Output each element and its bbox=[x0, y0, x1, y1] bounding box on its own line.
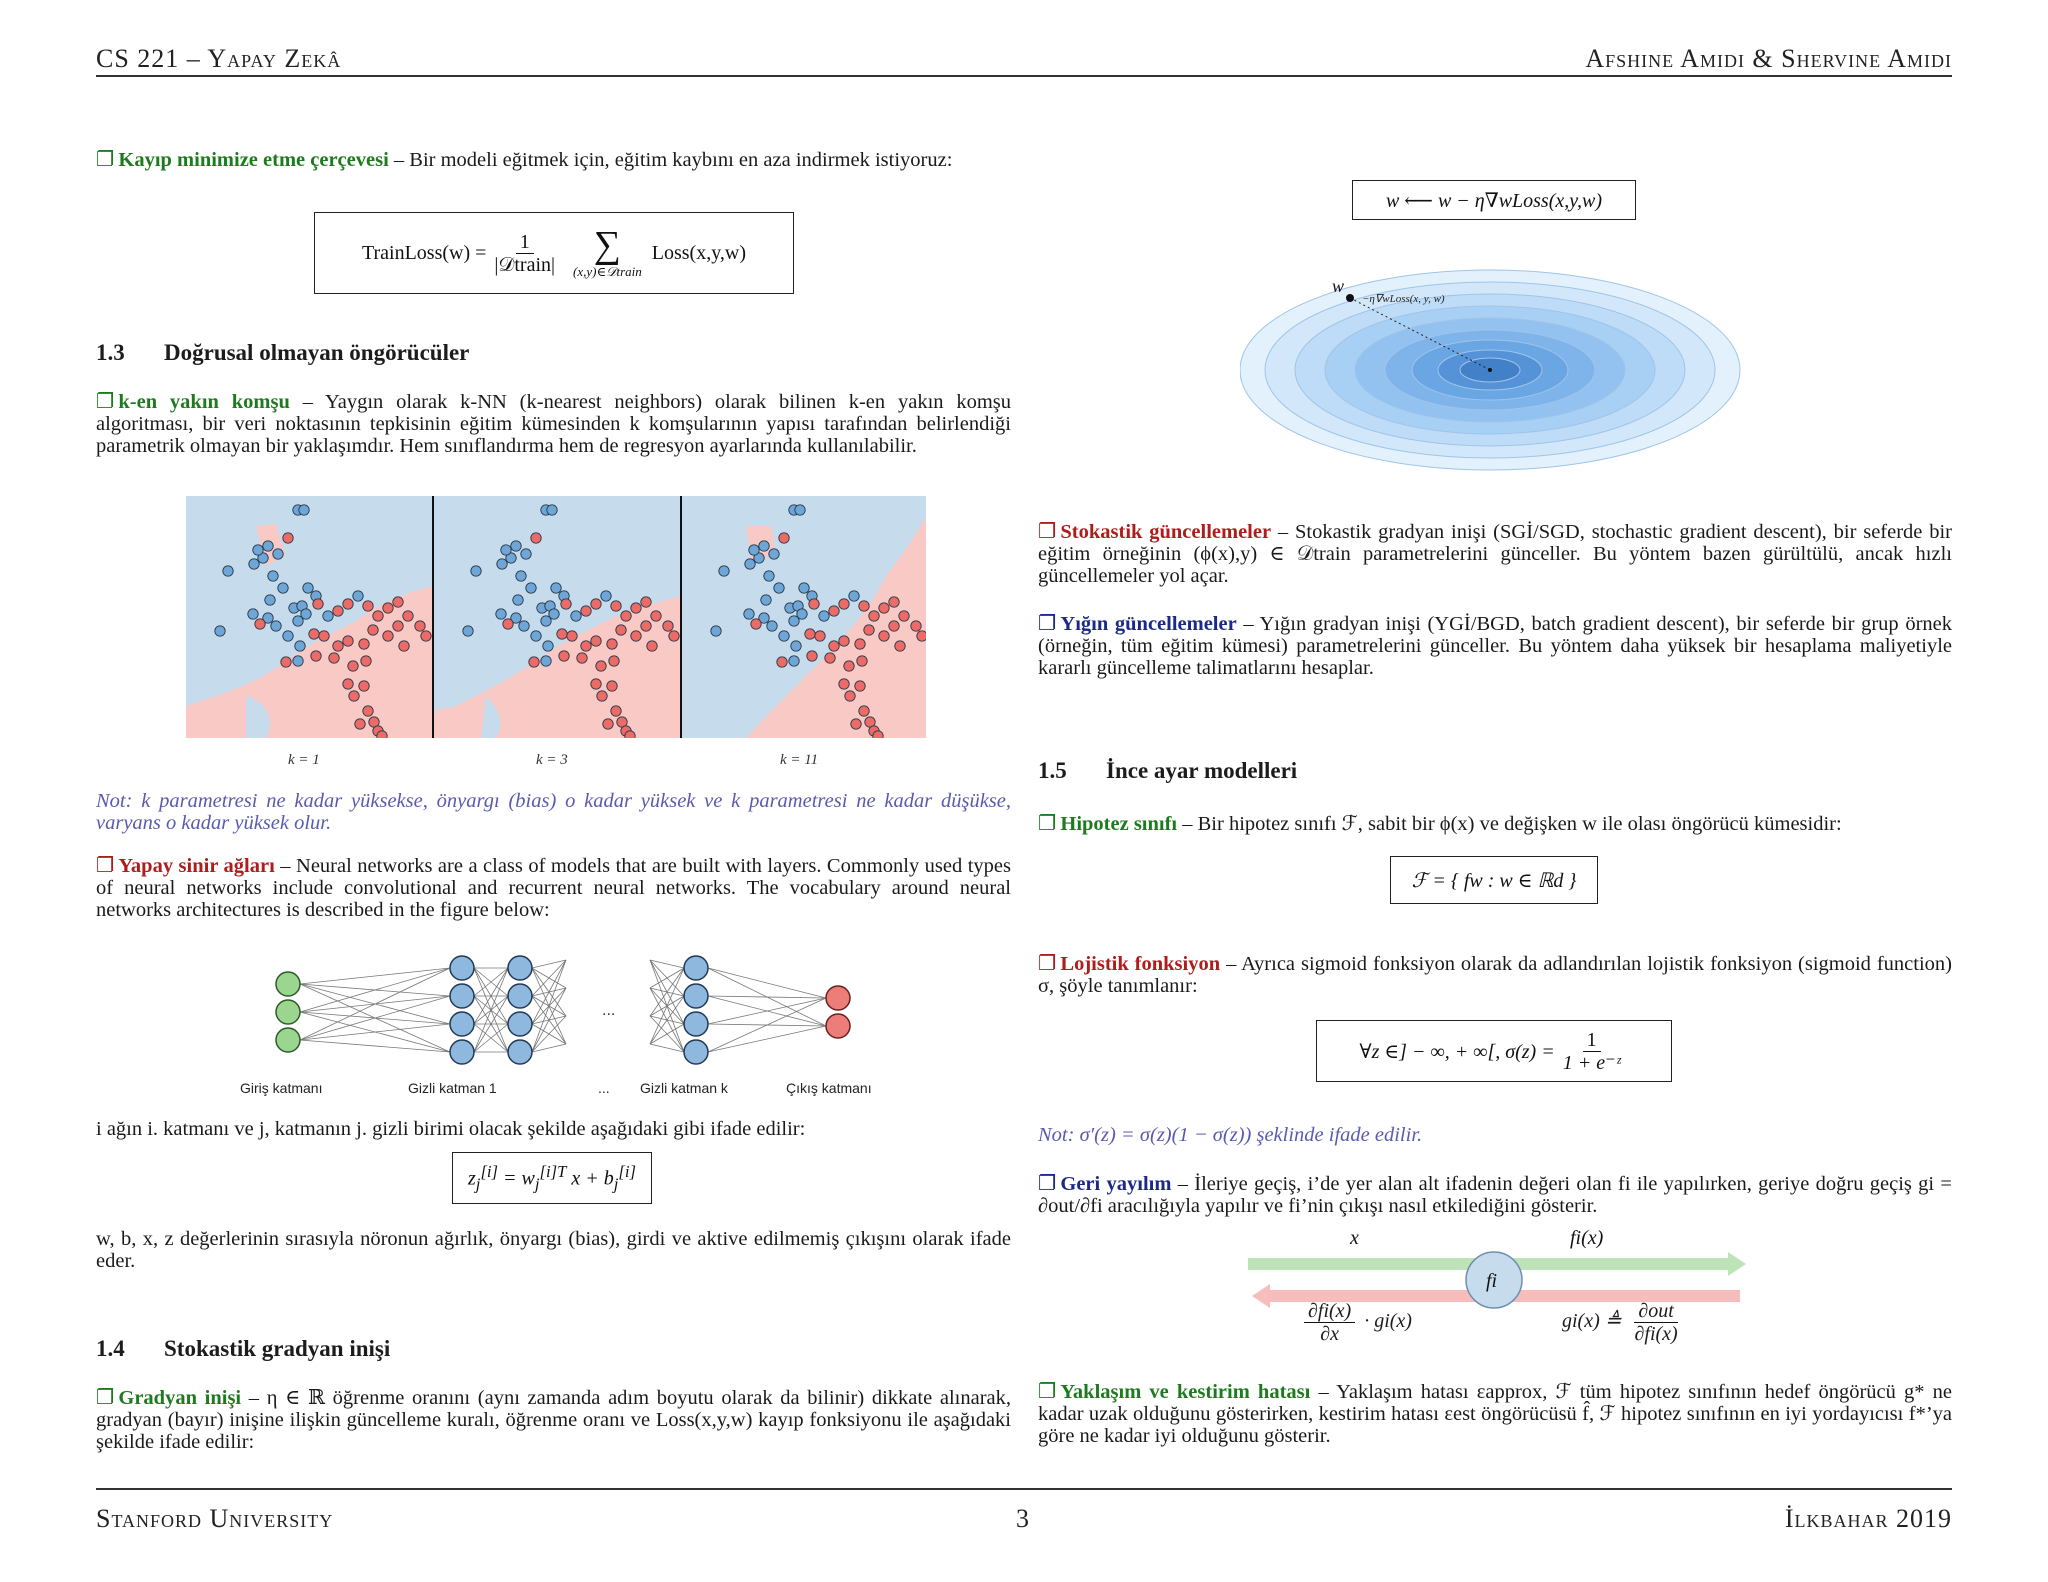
err-paragraph: ❐ Yaklaşım ve kestirim hatası – Yaklaşım hatası εapprox, ℱ tüm hipotez sınıfının hedef öngörücü g* ne kadar uzak olduğunu gösterirken, kestirim hatası εest öngörücüsü f̂, ℱ hipotez sınıfının en iyi yordayıcısı f*’ya göre ne kadar iyi olduğunu gösterir. bbox=[1038, 1379, 1953, 1447]
bp-right-lhs: gi(x) ≜ bbox=[1562, 1310, 1622, 1333]
knn-point bbox=[647, 641, 657, 651]
bp-x-label: x bbox=[1350, 1227, 1359, 1249]
nn-edge bbox=[650, 960, 684, 996]
knn-point bbox=[278, 583, 288, 593]
knn-point bbox=[825, 653, 835, 663]
knn-point bbox=[889, 621, 899, 631]
knn-point bbox=[293, 656, 303, 666]
nn-figure bbox=[260, 940, 900, 1080]
knn-point bbox=[363, 601, 373, 611]
knn-point bbox=[641, 597, 651, 607]
knn-point bbox=[745, 559, 755, 569]
knn-point bbox=[829, 641, 839, 651]
forward-arrowhead bbox=[1728, 1252, 1746, 1276]
knn-point bbox=[343, 679, 353, 689]
knn-point bbox=[749, 545, 759, 555]
knn-point bbox=[616, 625, 626, 635]
knn-point bbox=[343, 599, 353, 609]
sigmoid-num: 1 bbox=[1583, 1029, 1601, 1052]
nn-edge bbox=[708, 998, 826, 1024]
knn-point bbox=[829, 606, 839, 616]
knn-point bbox=[471, 566, 481, 576]
knn-point bbox=[265, 595, 275, 605]
knn-point bbox=[519, 621, 529, 631]
bp-right-formula bbox=[1562, 1300, 1686, 1345]
sigmoid-formula bbox=[1316, 1020, 1672, 1082]
knn-point bbox=[521, 549, 531, 559]
knn-point bbox=[343, 636, 353, 646]
knn-title: k-en yakın komşu bbox=[118, 391, 290, 413]
knn-point bbox=[529, 657, 539, 667]
nn-label-dots: ... bbox=[598, 1080, 610, 1096]
nn-node bbox=[276, 1028, 300, 1052]
trainloss-lhs: TrainLoss(w) = bbox=[361, 241, 487, 264]
gd-text: – η ∈ ℝ öğrenme oranını (aynı zamanda adım boyutu olarak da bilinir) dikkate alınarak, gradyan (bayır) inişine ilişkin güncelleme kuralı, öğrenme oranı ve Loss(x,y,w) kayıp fonksiyonu ile aşağıdaki şekilde ifade edilir: bbox=[96, 1387, 1011, 1453]
trainloss-den: |𝒟train| bbox=[494, 253, 556, 276]
footer-left: Stanford University bbox=[96, 1504, 334, 1533]
knn-point bbox=[751, 619, 761, 629]
nn-label-hiddenk: Gizli katman k bbox=[640, 1080, 728, 1096]
knn-point bbox=[669, 631, 679, 641]
knn-point bbox=[248, 609, 258, 619]
knn-point bbox=[597, 691, 607, 701]
nn-node bbox=[450, 1012, 474, 1036]
knn-point bbox=[526, 583, 536, 593]
bp-left-den: ∂x bbox=[1320, 1323, 1339, 1345]
knn-point bbox=[917, 631, 926, 641]
hyp-formula-text: ℱ = { fw : w ∈ ℝd } bbox=[1411, 869, 1577, 892]
hyp-text: – Bir hipotez sınıfı ℱ, sabit bir ϕ(x) ve değişken w ile olası öngörücü kümesidir: bbox=[1182, 813, 1842, 835]
nn-formula: $z_j[i] = w_j^{[i]T}$ $x + b_j[i]$ bbox=[452, 1152, 652, 1204]
hyp-formula bbox=[1390, 856, 1598, 904]
knn-figure bbox=[186, 496, 926, 738]
knn-point bbox=[399, 641, 409, 651]
contour-figure bbox=[1240, 268, 1750, 488]
err-title: Yaklaşım ve kestirim hatası bbox=[1060, 1381, 1311, 1403]
nn-node bbox=[450, 956, 474, 980]
nn-node bbox=[508, 1040, 532, 1064]
knn-point bbox=[791, 641, 801, 651]
knn-point bbox=[651, 611, 661, 621]
trainloss-rhs: Loss(x,y,w) bbox=[651, 241, 747, 264]
bp-left-formula bbox=[1300, 1300, 1412, 1345]
knn-point bbox=[789, 656, 799, 666]
knn-point bbox=[549, 609, 559, 619]
loss-paragraph: ❐ Kayıp minimize etme çerçevesi – Bir modeli eğitmek için, eğitim kaybını en aza indirmek istiyoruz: bbox=[96, 147, 953, 171]
knn-point bbox=[591, 599, 601, 609]
knn-point bbox=[889, 597, 899, 607]
err-text: – Yaklaşım hatası εapprox, ℱ tüm hipotez sınıfının hedef öngörücü g* ne kadar uzak olduğunu gösterirken, kestirim hatası εest öngörücüsü f̂, ℱ hipotez sınıfının en iyi yordayıcısı f*’ya göre ne kadar iyi olduğunu gösterir. bbox=[1038, 1381, 1953, 1447]
footer-rule bbox=[96, 1488, 1952, 1490]
section-title: İnce ayar modelleri bbox=[1106, 758, 1298, 783]
nn-edge bbox=[300, 968, 450, 1040]
knn-point bbox=[641, 621, 651, 631]
knn-point bbox=[303, 583, 313, 593]
trainloss-formula bbox=[314, 212, 794, 294]
knn-point bbox=[567, 631, 577, 641]
sgd-paragraph: ❐ Stokastik güncellemeler – Stokastik gradyan inişi (SGİ/SGD, stochastic gradient descent), bir seferde bir eğitim örneğinin (ϕ(x),y) ∈ 𝒟train parametrelerini günceller. Bu yöntem bazen gürültülü, ancak hızlı güncellemeler yol açar. bbox=[1038, 519, 1953, 587]
knn-point bbox=[851, 719, 861, 729]
bp-left-mul: · gi(x) bbox=[1364, 1310, 1412, 1333]
knn-point bbox=[516, 571, 526, 581]
footer-right: İlkbahar 2019 bbox=[1784, 1504, 1952, 1533]
knn-point bbox=[309, 629, 319, 639]
knn-point bbox=[531, 533, 541, 543]
knn-point bbox=[557, 629, 567, 639]
sum-symbol: ∑ bbox=[593, 224, 621, 266]
sigmoid-lhs: ∀z ∈] − ∞, + ∞[, σ(z) = bbox=[1359, 1040, 1555, 1063]
bp-left-num: ∂fi(x) bbox=[1304, 1300, 1355, 1323]
knn-point bbox=[223, 566, 233, 576]
knn-point bbox=[625, 731, 635, 738]
bp-paragraph: ❐ Geri yayılım – İleriye geçiş, i’de yer alan alt ifadenin değeri olan fi ile yapılırken, geriye doğru geçiş gi = ∂out/∂fi aracılığıyla yapılır ve fi’nin çıkışı nasıl etkilediğini gösterir. bbox=[1038, 1171, 1952, 1217]
knn-point bbox=[577, 653, 587, 663]
gd-title: Gradyan inişi bbox=[118, 1387, 242, 1409]
bp-text: – İleriye geçiş, i’de yer alan alt ifadenin değeri olan fi ile yapılırken, geriye doğru geçiş gi = ∂out/∂fi aracılığıyla yapılır ve fi’nin çıkışı nasıl etkilediğini gösterir. bbox=[1038, 1173, 1952, 1217]
nn-edge bbox=[532, 1016, 566, 1052]
knn-point bbox=[611, 601, 621, 611]
knn-point bbox=[631, 631, 641, 641]
knn-point bbox=[383, 603, 393, 613]
section-1-4 bbox=[96, 1336, 390, 1362]
log-paragraph: ❐ Lojistik fonksiyon – Ayrıca sigmoid fonksiyon olarak da adlandırılan lojistik fonksiyon (sigmoid function) σ, şöyle tanımlanır: bbox=[1038, 951, 1952, 997]
knn-point bbox=[839, 599, 849, 609]
knn-point bbox=[393, 597, 403, 607]
knn-point bbox=[663, 621, 673, 631]
knn-point bbox=[511, 541, 521, 551]
knn-text: – Yaygın olarak k-NN (k-nearest neighbors) olarak bilinen k-en yakın komşu algoritması, bir veri noktasının tepkisinin eğitim kümesinden k komşularının yapısı tarafından belirlendiği parametrik olmayan bir yaklaşımdır. Hem sınıflandırma hem de regresyon ayarlarında kullanılabilir. bbox=[96, 391, 1012, 457]
nn-node bbox=[826, 1014, 850, 1038]
knn-point bbox=[844, 661, 854, 671]
knn-point bbox=[607, 639, 617, 649]
knn-point bbox=[403, 611, 413, 621]
knn-point bbox=[777, 657, 787, 667]
knn-point bbox=[355, 719, 365, 729]
knn-point bbox=[513, 595, 523, 605]
knn-point bbox=[263, 541, 273, 551]
nn-label-hidden1: Gizli katman 1 bbox=[408, 1080, 497, 1096]
knn-point bbox=[797, 609, 807, 619]
knn-point bbox=[581, 641, 591, 651]
start-point bbox=[1346, 294, 1354, 302]
knn-point bbox=[744, 609, 754, 619]
knn-point bbox=[873, 731, 883, 738]
bp-fx-label: fi(x) bbox=[1570, 1227, 1604, 1249]
knn-point bbox=[839, 636, 849, 646]
contour-grad-label: −η∇wLoss(x, y, w) bbox=[1362, 293, 1445, 305]
knn-point bbox=[543, 641, 553, 651]
knn-point bbox=[857, 656, 867, 666]
knn-point bbox=[283, 533, 293, 543]
nn-title: Yapay sinir ağları bbox=[118, 855, 275, 877]
knn-point bbox=[301, 609, 311, 619]
knn-point bbox=[531, 631, 541, 641]
nn-node bbox=[684, 984, 708, 1008]
knn-point bbox=[571, 611, 581, 621]
knn-point bbox=[311, 651, 321, 661]
knn-point bbox=[359, 681, 369, 691]
nn-edge bbox=[532, 988, 566, 1052]
log-text: – Ayrıca sigmoid fonksiyon olarak da adlandırılan lojistik fonksiyon (sigmoid function) σ, şöyle tanımlanır: bbox=[1038, 953, 1952, 997]
sgd-title: Stokastik güncellemeler bbox=[1060, 521, 1272, 543]
nn-node bbox=[450, 984, 474, 1008]
nn-node bbox=[276, 1000, 300, 1024]
knn-point bbox=[249, 559, 259, 569]
nn-label-input: Giriş katmanı bbox=[240, 1080, 323, 1096]
nn-edge bbox=[650, 1016, 684, 1052]
knn-point bbox=[779, 533, 789, 543]
nn-edge bbox=[708, 998, 826, 1052]
knn-point bbox=[496, 609, 506, 619]
knn-point bbox=[383, 631, 393, 641]
nn-edge bbox=[650, 1044, 684, 1052]
nn-edge bbox=[708, 996, 826, 998]
knn-point bbox=[361, 656, 371, 666]
knn-point bbox=[547, 505, 557, 515]
knn-point bbox=[323, 611, 333, 621]
section-title: Stokastik gradyan inişi bbox=[164, 1336, 391, 1361]
knn-point bbox=[899, 611, 909, 621]
nn-node bbox=[684, 1040, 708, 1064]
nn-node bbox=[684, 956, 708, 980]
knn-point bbox=[845, 691, 855, 701]
nn-node bbox=[450, 1040, 474, 1064]
knn-point bbox=[359, 639, 369, 649]
knn-point bbox=[215, 626, 225, 636]
section-number: 1.4 bbox=[96, 1336, 125, 1361]
nn-node bbox=[276, 972, 300, 996]
knn-point bbox=[283, 631, 293, 641]
knn-point bbox=[319, 631, 329, 641]
knn-point bbox=[609, 656, 619, 666]
nn-text: – Neural networks are a class of models that are built with layers. Commonly used types of neural networks include convolutional and recurrent neural networks. The vocabulary around neural networks architectures is described in the figure below: bbox=[96, 855, 1012, 921]
knn-point bbox=[859, 601, 869, 611]
nn-paragraph: ❐ Yapay sinir ağları – Neural networks are a class of models that are built with layers. Commonly used types of neural networks include convolutional and recurrent neural networks. The vocabulary around neural networks architectures is described in the figure below: bbox=[96, 853, 1012, 921]
knn-caption-3: k = 11 bbox=[780, 752, 819, 768]
knn-point bbox=[368, 625, 378, 635]
contour-w-label: w bbox=[1332, 276, 1345, 296]
knn-point bbox=[281, 657, 291, 667]
nn-edge bbox=[532, 960, 566, 996]
nn-edge bbox=[532, 960, 566, 1052]
knn-point bbox=[895, 641, 905, 651]
knn-point bbox=[769, 549, 779, 559]
knn-point bbox=[879, 631, 889, 641]
knn-point bbox=[333, 641, 343, 651]
knn-point bbox=[348, 661, 358, 671]
gd-formula bbox=[1352, 180, 1636, 220]
sigmoid-note: Not: σ′(z) = σ(z)(1 − σ(z)) şeklinde ifade edilir. bbox=[1038, 1124, 1423, 1146]
header-right: Afshine Amidi & Shervine Amidi bbox=[1585, 44, 1952, 73]
section-number: 1.3 bbox=[96, 340, 125, 365]
minimum-point bbox=[1488, 368, 1492, 372]
bgd-text: – Yığın gradyan inişi (YGİ/BGD, batch gradient descent), bir seferde bir grup örnek (örneğin, tüm eğitim kümesi) parametrelerini günceller. Bu yöntem daha yüksek bir hesaplama maliyetiyle kararlı güncelleme talimatlarını hesaplar. bbox=[1038, 613, 1953, 679]
knn-point bbox=[779, 631, 789, 641]
bgd-title: Yığın güncellemeler bbox=[1060, 613, 1237, 635]
nn-after-text: w, b, x, z değerlerinin sırasıyla nöronun ağırlık, önyargı (bias), girdi ve aktive edilmemiş çıkışını olarak ifade eder. bbox=[96, 1228, 1011, 1272]
nn-edge bbox=[532, 960, 566, 968]
sgd-text: – Stokastik gradyan inişi (SGİ/SGD, stochastic gradient descent), bir seferde bir eğitim örneğinin (ϕ(x),y) ∈ 𝒟train parametrelerini günceller. Bu yöntem bazen gürültülü, ancak hızlı güncellemeler yol açar. bbox=[1038, 521, 1953, 587]
nn-edge bbox=[532, 1044, 566, 1052]
knn-point bbox=[299, 505, 309, 515]
knn-point bbox=[855, 639, 865, 649]
knn-point bbox=[621, 611, 631, 621]
nn-node bbox=[508, 984, 532, 1008]
knn-point bbox=[805, 629, 815, 639]
page-number: 3 bbox=[1016, 1504, 1030, 1533]
knn-point bbox=[363, 706, 373, 716]
knn-point bbox=[501, 545, 511, 555]
knn-point bbox=[767, 621, 777, 631]
hyp-paragraph: ❐ Hipotez sınıfı – Bir hipotez sınıfı ℱ, sabit bir ϕ(x) ve değişken w ile olası öngörücü kümesidir: bbox=[1038, 811, 1842, 835]
log-title: Lojistik fonksiyon bbox=[1060, 953, 1221, 975]
knn-point bbox=[601, 591, 611, 601]
knn-point bbox=[353, 591, 363, 601]
bgd-paragraph: ❐ Yığın güncellemeler – Yığın gradyan inişi (YGİ/BGD, batch gradient descent), bir seferde bir grup örnek (örneğin, tüm eğitim kümesi) parametrelerini günceller. Bu yöntem daha yüksek bir hesaplama maliyetiyle kararlı güncelleme talimatlarını hesaplar. bbox=[1038, 611, 1953, 679]
nn-edge bbox=[532, 960, 566, 1024]
bp-right-den: ∂fi(x) bbox=[1634, 1323, 1678, 1345]
nn-label-output: Çıkış katmanı bbox=[786, 1080, 872, 1096]
knn-point bbox=[268, 571, 278, 581]
knn-point bbox=[591, 679, 601, 689]
knn-point bbox=[719, 566, 729, 576]
knn-caption-2: k = 3 bbox=[536, 752, 568, 768]
nn-edge bbox=[650, 960, 684, 1024]
knn-point bbox=[329, 653, 339, 663]
section-title: Doğrusal olmayan öngörücüler bbox=[164, 340, 470, 365]
section-1-3 bbox=[96, 340, 469, 366]
header-left: CS 221 – Yapay Zekâ bbox=[96, 44, 342, 73]
knn-point bbox=[839, 679, 849, 689]
nn-edge bbox=[650, 988, 684, 1052]
knn-point bbox=[607, 681, 617, 691]
knn-point bbox=[497, 559, 507, 569]
knn-point bbox=[819, 611, 829, 621]
knn-point bbox=[859, 706, 869, 716]
nn-edge bbox=[300, 968, 450, 984]
knn-point bbox=[795, 505, 805, 515]
bp-right-num: ∂out bbox=[1634, 1300, 1677, 1323]
section-number: 1.5 bbox=[1038, 758, 1067, 783]
knn-point bbox=[869, 611, 879, 621]
nn-node bbox=[508, 956, 532, 980]
knn-point bbox=[774, 583, 784, 593]
knn-point bbox=[879, 603, 889, 613]
nn-edge bbox=[650, 960, 684, 1052]
knn-point bbox=[349, 691, 359, 701]
knn-point bbox=[809, 599, 819, 609]
knn-point bbox=[759, 541, 769, 551]
bp-title: Geri yayılım bbox=[1060, 1173, 1172, 1195]
gd-formula-text: w ⟵ w − η∇wLoss(x,y,w) bbox=[1385, 189, 1603, 212]
knn-point bbox=[295, 641, 305, 651]
knn-point bbox=[764, 571, 774, 581]
knn-point bbox=[463, 626, 473, 636]
header-rule bbox=[96, 75, 1952, 77]
knn-caption-1: k = 1 bbox=[288, 752, 320, 768]
knn-point bbox=[541, 656, 551, 666]
nn-node bbox=[684, 1012, 708, 1036]
knn-point bbox=[559, 651, 569, 661]
knn-point bbox=[271, 621, 281, 631]
hyp-title: Hipotez sınıfı bbox=[1060, 813, 1178, 835]
knn-point bbox=[849, 591, 859, 601]
nn-edge bbox=[708, 968, 826, 998]
nn-edge bbox=[300, 1024, 450, 1040]
knn-point bbox=[253, 545, 263, 555]
knn-point bbox=[581, 606, 591, 616]
knn-point bbox=[611, 706, 621, 716]
nn-node bbox=[508, 1012, 532, 1036]
nn-edges bbox=[300, 960, 826, 1052]
backward-arrowhead bbox=[1252, 1284, 1270, 1308]
knn-point bbox=[255, 619, 265, 629]
knn-point bbox=[711, 626, 721, 636]
knn-point bbox=[591, 636, 601, 646]
nn-index-text: i ağın i. katmanı ve j, katmanın j. gizli birimi olacak şekilde aşağıdaki gibi ifade edilir: bbox=[96, 1118, 806, 1140]
section-1-5 bbox=[1038, 758, 1297, 784]
knn-point bbox=[415, 621, 425, 631]
gd-paragraph: ❐ Gradyan inişi – η ∈ ℝ öğrenme oranını (aynı zamanda adım boyutu olarak da bilinir) dikkate alınarak, gradyan (bayır) inişine ilişkin güncelleme kuralı, öğrenme oranı ve Loss(x,y,w) kayıp fonksiyonu ile aşağıdaki şekilde ifade edilir: bbox=[96, 1385, 1011, 1453]
knn-point bbox=[603, 719, 613, 729]
knn-point bbox=[333, 606, 343, 616]
knn-point bbox=[596, 661, 606, 671]
knn-point bbox=[855, 681, 865, 691]
knn-point bbox=[864, 625, 874, 635]
loss-title: Kayıp minimize etme çerçevesi bbox=[118, 149, 389, 171]
knn-point bbox=[815, 631, 825, 641]
knn-point bbox=[631, 603, 641, 613]
knn-point bbox=[799, 583, 809, 593]
sigmoid-den: 1 + e⁻ᶻ bbox=[1562, 1051, 1621, 1074]
knn-point bbox=[807, 651, 817, 661]
knn-point bbox=[503, 619, 513, 629]
knn-point bbox=[313, 599, 323, 609]
knn-note: Not: k parametresi ne kadar yüksekse, önyargı (bias) o kadar yüksek ve k parametresi ne kadar düşükse, varyans o kadar yüksek olur. bbox=[96, 790, 1011, 834]
knn-point bbox=[373, 611, 383, 621]
nn-node bbox=[826, 986, 850, 1010]
knn-point bbox=[273, 549, 283, 559]
nn-ellipsis: ... bbox=[602, 1002, 616, 1019]
knn-point bbox=[761, 595, 771, 605]
loss-text: – Bir modeli eğitmek için, eğitim kaybını en aza indirmek istiyoruz: bbox=[393, 149, 953, 171]
knn-point bbox=[551, 583, 561, 593]
knn-point bbox=[561, 599, 571, 609]
knn-point bbox=[377, 731, 387, 738]
node-fi-label: fi bbox=[1486, 1270, 1498, 1292]
knn-point bbox=[911, 621, 921, 631]
sum-subscript: (x,y)∈𝒟train bbox=[573, 264, 642, 279]
knn-point bbox=[393, 621, 403, 631]
trainloss-num: 1 bbox=[516, 231, 534, 254]
nn-edge bbox=[650, 960, 684, 968]
nn-edge bbox=[708, 1026, 826, 1052]
knn-point bbox=[421, 631, 431, 641]
knn-paragraph: ❐ k-en yakın komşu – Yaygın olarak k-NN (k-nearest neighbors) olarak bilinen k-en yakın komşu algoritması, bir veri noktasının tepkisinin eğitim kümesinden k komşularının yapısı tarafından belirlendiği parametrik olmayan bir yaklaşımdır. Hem sınıflandırma hem de regresyon ayarlarında kullanılabilir. bbox=[96, 389, 1012, 457]
